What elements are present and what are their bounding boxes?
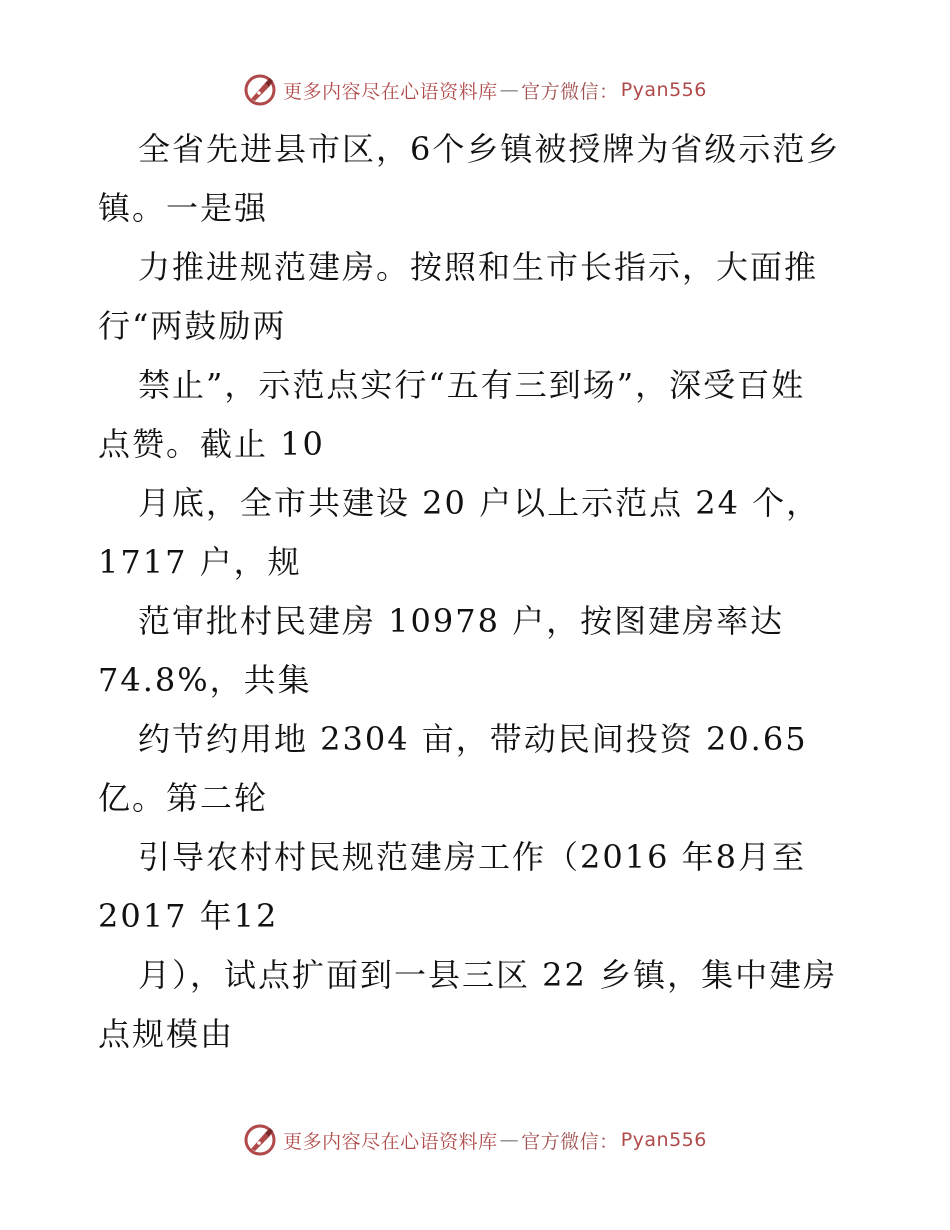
text-line: 镇。一是强 bbox=[98, 189, 269, 227]
document-body bbox=[98, 120, 898, 1064]
banner-dash: — bbox=[499, 79, 520, 101]
banner-wechat-label: 官方微信： bbox=[521, 1130, 619, 1153]
text-line: 引导农村村民规范建房工作（2016 年8月至 bbox=[138, 838, 806, 876]
text-line: 全省先进县市区，6个乡镇被授牌为省级示范乡 bbox=[138, 130, 841, 168]
footer-banner bbox=[0, 1120, 950, 1160]
header-banner bbox=[0, 70, 950, 110]
pen-nib-logo-icon bbox=[243, 1123, 277, 1157]
banner-site-text: 更多内容尽在心语资料库 bbox=[283, 1130, 498, 1153]
text-line: 约节约用地 2304 亩，带动民间投资 20.65 bbox=[138, 720, 808, 758]
text-line: 2017 年12 bbox=[98, 897, 279, 935]
text-line: 行“两鼓励两 bbox=[98, 307, 287, 345]
text-line: 月），试点扩面到一县三区 22 乡镇，集中建房 bbox=[138, 956, 838, 994]
text-line: 禁止”，示范点实行“五有三到场”，深受百姓 bbox=[138, 366, 806, 404]
pen-nib-logo-icon bbox=[243, 73, 277, 107]
banner-dash: — bbox=[499, 1129, 520, 1151]
text-line: 点赞。截止 10 bbox=[98, 425, 325, 463]
banner-account: Pyan556 bbox=[620, 1129, 707, 1151]
text-line: 范审批村民建房 10978 户，按图建房率达 bbox=[138, 602, 785, 640]
text-line: 力推进规范建房。按照和生市长指示，大面推 bbox=[138, 248, 819, 286]
text-line: 1717 户，规 bbox=[98, 543, 302, 581]
text-line: 74.8%，共集 bbox=[98, 661, 312, 699]
banner-wechat-label: 官方微信： bbox=[521, 80, 619, 103]
text-line: 点规模由 bbox=[98, 1015, 235, 1053]
text-line: 月底，全市共建设 20 户以上示范点 24 个， bbox=[138, 484, 821, 522]
text-line: 亿。第二轮 bbox=[98, 779, 269, 817]
banner-account: Pyan556 bbox=[620, 79, 707, 101]
banner-site-text: 更多内容尽在心语资料库 bbox=[283, 80, 498, 103]
